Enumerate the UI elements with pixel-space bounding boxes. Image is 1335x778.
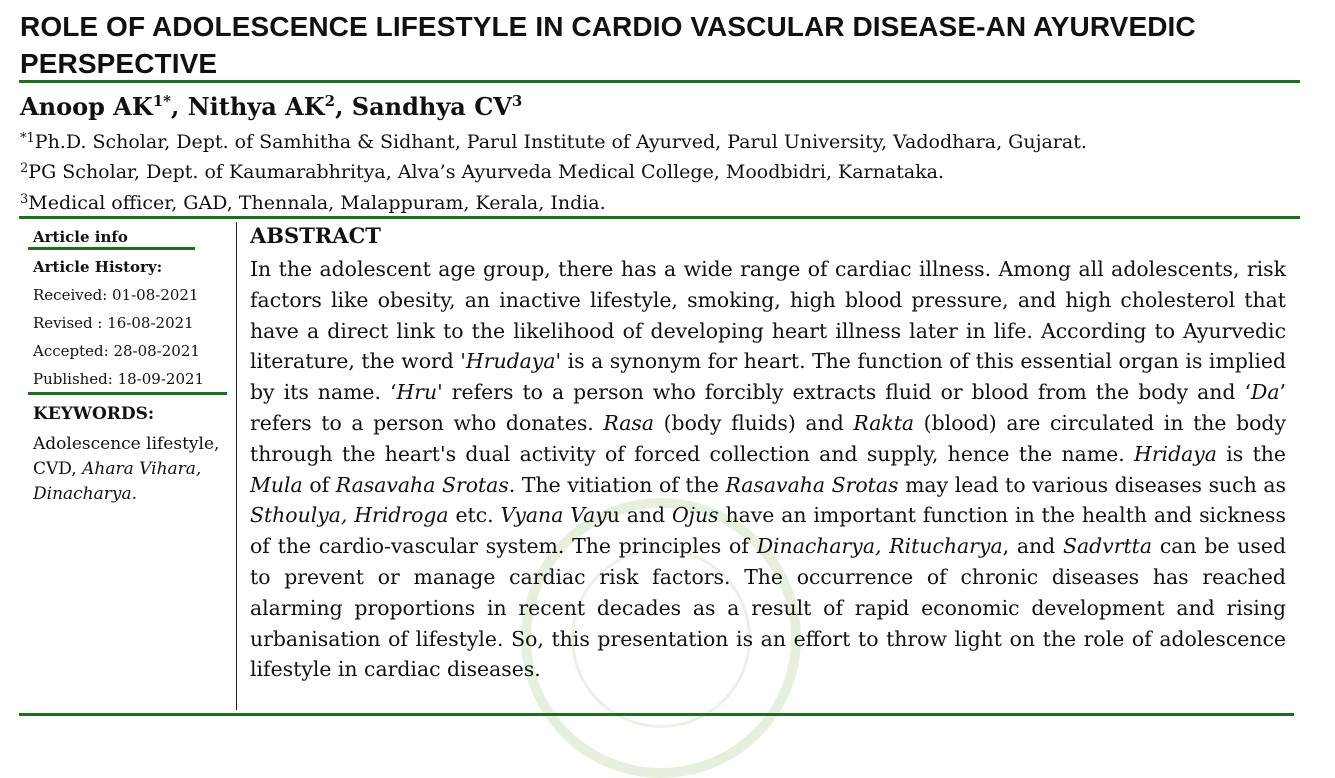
abstract-text-run: may lead to various diseases such as [898, 472, 1286, 497]
bottom-rule [19, 713, 1294, 716]
article-info-heading: Article info [33, 228, 128, 246]
abstract-text-run: ' refers to a person who forcibly extracts fluid or blood from the body and ‘ [437, 380, 1251, 405]
abstract-italic-term: Mula [250, 472, 303, 497]
abstract-italic-term: Hru [396, 380, 438, 405]
abstract-text-run: have an important function in the health and sickness of the cardio-vascular system. The principles of [250, 503, 1286, 559]
affiliation-mark: 3 [20, 192, 29, 207]
abstract-italic-term: Da [1250, 380, 1280, 405]
history-accepted: Accepted: 28-08-2021 [33, 342, 200, 360]
keywords-plain: Adolescence lifestyle, CVD, [33, 434, 220, 479]
abstract-italic-term: Hrudaya [465, 349, 556, 374]
abstract-italic-term: Rasa [603, 410, 654, 435]
abstract-italic-term: Rasavaha Srotas [725, 472, 899, 497]
keywords-italic: Ahara Vihara, Dinacharya. [33, 459, 202, 504]
author-mark: 2 [324, 92, 336, 110]
abstract-italic-term: Hridaya [1134, 441, 1217, 466]
author-list [20, 91, 522, 123]
abstract-text-run: u and [606, 503, 672, 528]
author-name: Anoop AK [20, 92, 153, 121]
abstract-italic-term: Rakta [853, 410, 915, 435]
abstract-italic-term: Sthoulya, Hridroga [250, 503, 449, 528]
affiliation [20, 191, 606, 215]
affiliation-text: PG Scholar, Dept. of Kaumarabhritya, Alva’s Ayurveda Medical College, Moodbidri, Karnataka. [28, 161, 945, 183]
column-divider [236, 222, 237, 710]
affiliation-text: Ph.D. Scholar, Dept. of Samhitha & Sidhant, Parul Institute of Ayurved, Parul University, Vadodhara, Gujarat. [34, 131, 1087, 153]
abstract-italic-term: Ojus [671, 503, 719, 528]
affiliation-mark: *1 [20, 131, 35, 146]
author-separator: , [170, 92, 188, 121]
affiliation-mark: 2 [20, 161, 29, 176]
affiliation-rule [19, 216, 1300, 219]
abstract-italic-term: Dinacharya, Ritucharya [756, 534, 1003, 559]
keywords-text [33, 432, 233, 507]
abstract-italic-term: Rasavaha Srotas [335, 472, 509, 497]
abstract-text-run: can be used to prevent or manage cardiac risk factors. The occurrence of chronic diseases has reached alarming proportions in recent decades as a result of rapid economic development and rising urbanisation of lifestyle. So, this presentation is an effort to throw light on the role of adolescence lifestyle in cardiac diseases. [250, 534, 1287, 682]
title-rule [19, 80, 1300, 83]
article-info-rule [28, 247, 195, 250]
abstract-italic-term: Sadvrtta [1063, 534, 1153, 559]
abstract-italic-term: Vyana Vay [500, 503, 607, 528]
abstract-text-run: (blood) are circulated in the body through the heart's dual activity of forced collection and supply, hence the name. [250, 410, 1286, 466]
abstract-body [250, 254, 1286, 685]
affiliation [20, 160, 944, 184]
history-revised: Revised : 16-08-2021 [33, 314, 194, 332]
article-title: ROLE OF ADOLESCENCE LIFESTYLE IN CARDIO VASCULAR DISEASE-AN AYURVEDIC PERSPECTIVE [20, 11, 1196, 79]
history-rule [28, 392, 227, 395]
author-mark: 3 [511, 92, 523, 110]
author-mark: 1* [152, 92, 171, 110]
article-history-heading: Article History: [33, 258, 163, 276]
abstract-text-run: In the adolescent age group, there has a wide range of cardiac illness. Among all adolescents, risk factors like obesity, an inactive lifestyle, smoking, high blood pressure, and high cholesterol that have a direct link to the likelihood of developing heart illness later in life. According to Ayurvedic literature, the word ' [250, 257, 1286, 374]
abstract-text-run: of [302, 472, 336, 497]
abstract-text-run: etc. [448, 503, 501, 528]
keywords-heading: KEYWORDS: [33, 404, 155, 424]
abstract-text-run: . The vitiation of the [508, 472, 726, 497]
author-name: Nithya AK [187, 92, 325, 121]
abstract-heading: ABSTRACT [250, 223, 381, 248]
affiliation [20, 130, 1087, 154]
author-separator: , [335, 92, 352, 121]
abstract-text-run: is the [1216, 441, 1286, 466]
author-name: Sandhya CV [351, 92, 512, 121]
history-received: Received: 01-08-2021 [33, 286, 199, 304]
history-published: Published: 18-09-2021 [33, 370, 205, 388]
abstract-text-run: ' is a synonym for heart. The function of this essential organ is implied by its name. ‘ [250, 349, 1286, 405]
affiliation-text: Medical officer, GAD, Thennala, Malappuram, Kerala, India. [28, 192, 606, 214]
abstract-text-run: , and [1002, 534, 1064, 559]
abstract-text-run: (body fluids) and [653, 410, 854, 435]
abstract-text-run: ’ refers to a person who donates. [250, 380, 1286, 435]
